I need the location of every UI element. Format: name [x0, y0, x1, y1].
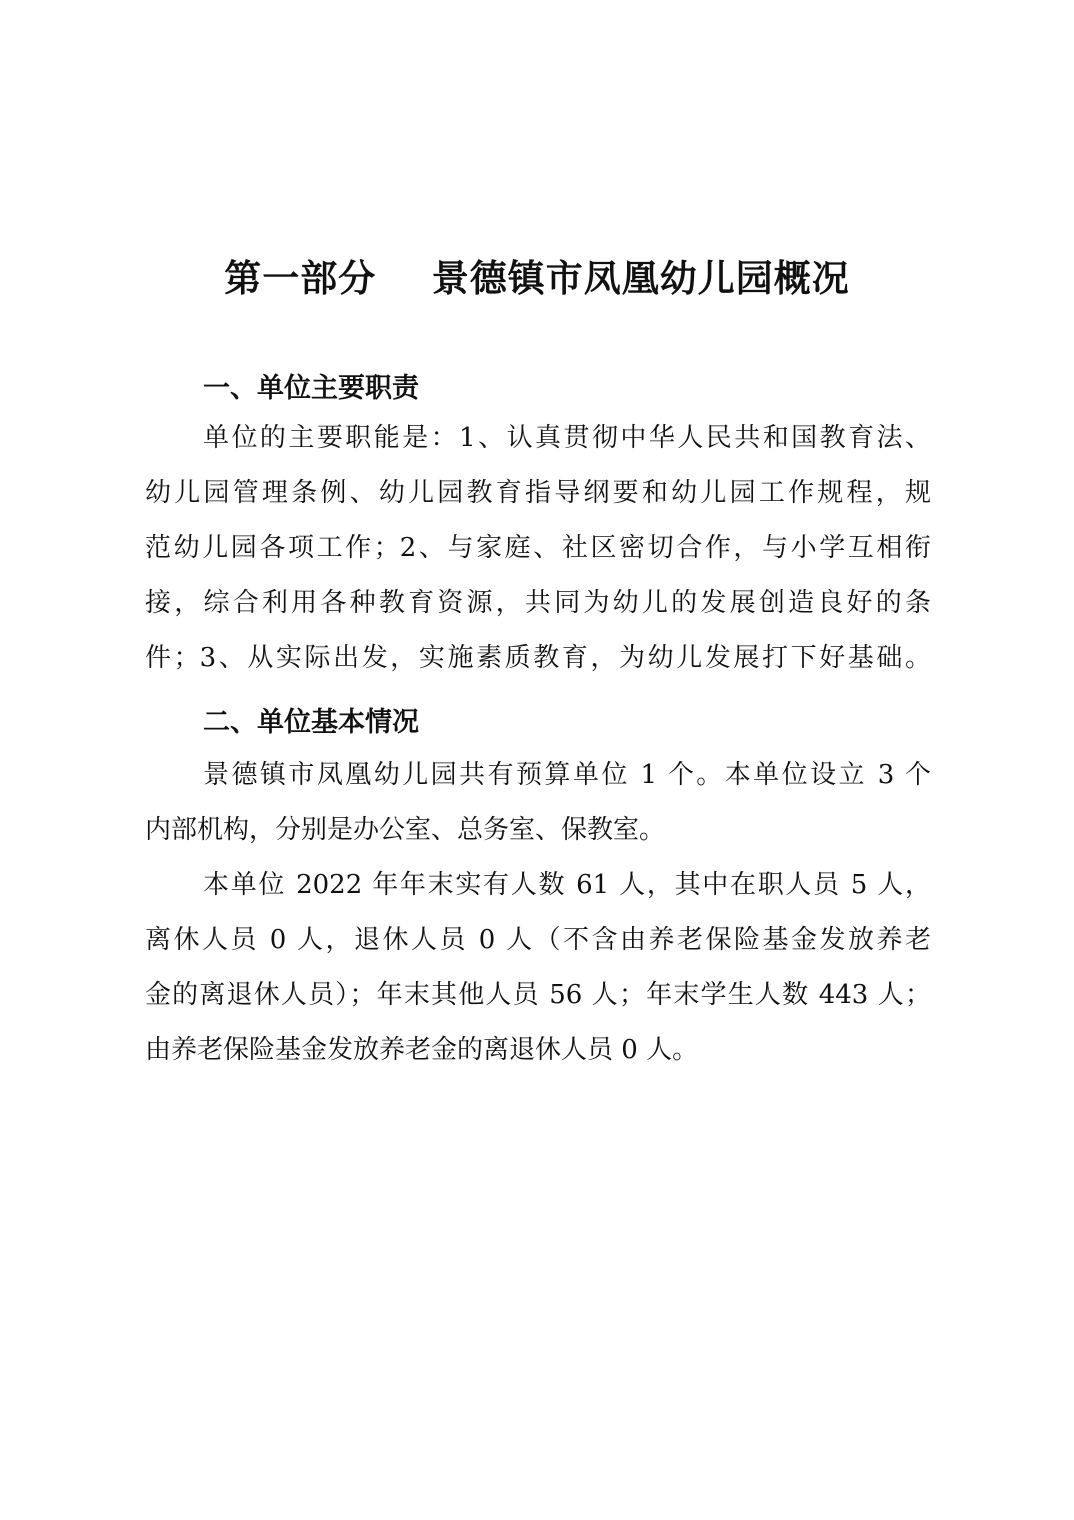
text-line: 离休人员 0 人，退休人员 0 人（不含由养老保险基金发放养老	[145, 925, 931, 955]
text-line: 件；3、从实际出发，实施素质教育，为幼儿发展打下好基础。	[145, 643, 931, 673]
text-line: 金的离退休人员）；年末其他人员 56 人；年末学生人数 443 人；	[145, 980, 931, 1010]
text-line: 由养老保险基金发放养老金的离退休人员 0 人。	[145, 1035, 699, 1065]
text-line: 景德镇市凤凰幼儿园共有预算单位 1 个。本单位设立 3 个	[203, 760, 931, 790]
section-heading-duties: 一、单位主要职责	[203, 373, 419, 404]
text-line: 单位的主要职能是：1、认真贯彻中华人民共和国教育法、	[203, 423, 931, 453]
text-line: 接，综合利用各种教育资源，共同为幼儿的发展创造良好的条	[145, 588, 931, 618]
section-heading-basic-info: 二、单位基本情况	[203, 707, 419, 738]
text-line: 幼儿园管理条例、幼儿园教育指导纲要和幼儿园工作规程，规	[145, 478, 931, 508]
text-line: 本单位 2022 年年末实有人数 61 人，其中在职人员 5 人，	[203, 870, 931, 900]
page-title: 第一部分 景德镇市凤凰幼儿园概况	[224, 256, 850, 300]
text-line: 内部机构，分别是办公室、总务室、保教室。	[145, 815, 666, 845]
text-line: 范幼儿园各项工作；2、与家庭、社区密切合作，与小学互相衔	[145, 533, 931, 563]
